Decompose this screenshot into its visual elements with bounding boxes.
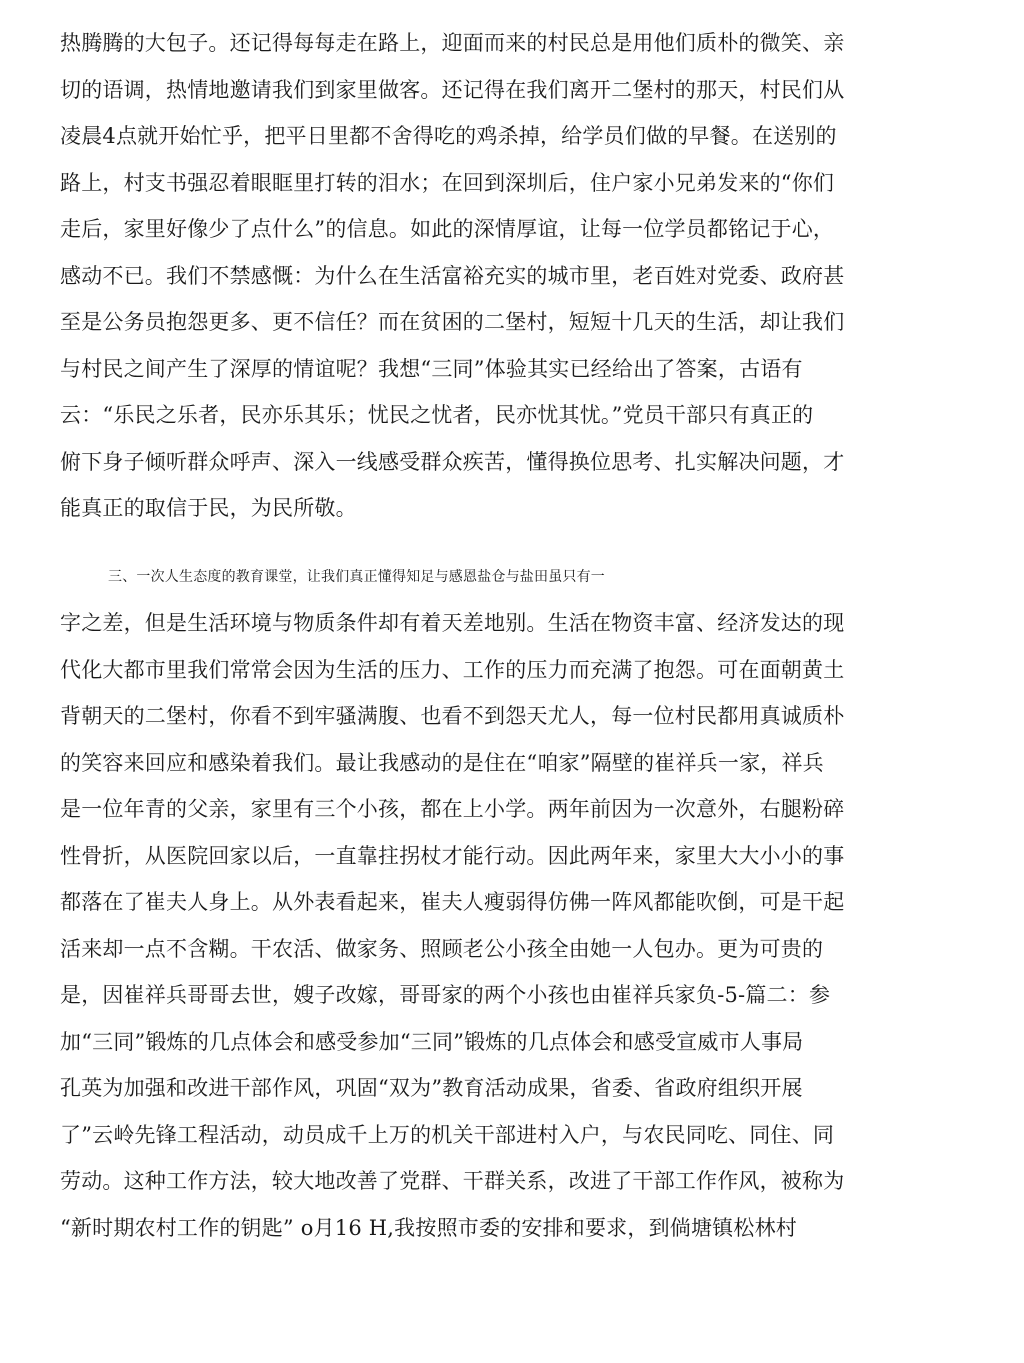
text-line: 凌晨4点就开始忙乎，把平日里都不舍得吃的鸡杀掉，给学员们做的早餐。在送别的 <box>60 124 837 148</box>
text-line: 活来却一点不含糊。干农活、做家务、照顾老公小孩全由她一人包办。更为可贵的 <box>60 937 824 961</box>
text-line: 至是公务员抱怨更多、更不信任？而在贫困的二堡村，短短十几天的生活，却让我们 <box>60 310 845 334</box>
text-line: 三、一次人生态度的教育课堂，让我们真正懂得知足与感恩盐仓与盐田虽只有一 <box>108 569 605 585</box>
text-line: 感动不已。我们不禁感慨：为什么在生活富裕充实的城市里，老百姓对党委、政府甚 <box>60 264 845 288</box>
text-line: 背朝天的二堡村，你看不到牢骚满腹、也看不到怨天尤人，每一位村民都用真诚质朴 <box>60 704 845 728</box>
text-line: 俯下身子倾听群众呼声、深入一线感受群众疾苦，懂得换位思考、扎实解决问题，才 <box>60 450 845 474</box>
text-line: 劳动。这种工作方法，较大地改善了党群、干群关系，改进了干部工作作风，被称为 <box>60 1169 845 1193</box>
text-line: 切的语调，热情地邀请我们到家里做客。还记得在我们离开二堡村的那天，村民们从 <box>60 78 845 102</box>
text-line: 热腾腾的大包子。还记得每每走在路上，迎面而来的村民总是用他们质朴的微笑、亲 <box>60 31 845 55</box>
text-line: 都落在了崔夫人身上。从外表看起来，崔夫人瘦弱得仿佛一阵风都能吹倒，可是干起 <box>60 890 845 914</box>
text-line: 性骨折，从医院回家以后，一直靠拄拐杖才能行动。因此两年来，家里大大小小的事 <box>60 844 845 868</box>
text-line: “新时期农村工作的钥匙” o月16 H,我按照市委的安排和要求，到倘塘镇松林村 <box>60 1216 797 1240</box>
text-line: 是，因崔祥兵哥哥去世，嫂子改嫁，哥哥家的两个小孩也由崔祥兵家负-5-篇二：参 <box>60 983 831 1007</box>
text-line: 与村民之间产生了深厚的情谊呢？我想“三同”体验其实已经给出了答案，古语有 <box>60 357 803 381</box>
text-line: 加“三同”锻炼的几点体会和感受参加“三同”锻炼的几点体会和感受宣威市人事局 <box>60 1030 804 1054</box>
text-line: 走后，家里好像少了点什么”的信息。如此的深情厚谊，让每一位学员都铭记于心， <box>60 217 835 241</box>
text-line: 孔英为加强和改进干部作风，巩固“双为”教育活动成果，省委、省政府组织开展 <box>60 1076 803 1100</box>
text-line: 云：“乐民之乐者，民亦乐其乐；忧民之忧者，民亦忧其忧。”党员干部只有真正的 <box>60 403 814 427</box>
text-line: 路上，村支书强忍着眼眶里打转的泪水；在回到深圳后，住户家小兄弟发来的“你们 <box>60 171 835 195</box>
text-line: 是一位年青的父亲，家里有三个小孩，都在上小学。两年前因为一次意外，右腿粉碎 <box>60 797 845 821</box>
text-line: 字之差，但是生活环境与物质条件却有着天差地别。生活在物资丰富、经济发达的现 <box>60 611 845 635</box>
text-line: 的笑容来回应和感染着我们。最让我感动的是住在“咱家”隔壁的崔祥兵一家，祥兵 <box>60 751 824 775</box>
text-line: 代化大都市里我们常常会因为生活的压力、工作的压力而充满了抱怨。可在面朝黄土 <box>60 658 845 682</box>
text-line: 了”云岭先锋工程活动，动员成千上万的机关干部进村入户，与农民同吃、同住、同 <box>60 1123 835 1147</box>
text-line: 能真正的取信于民，为民所敬。 <box>60 496 357 520</box>
